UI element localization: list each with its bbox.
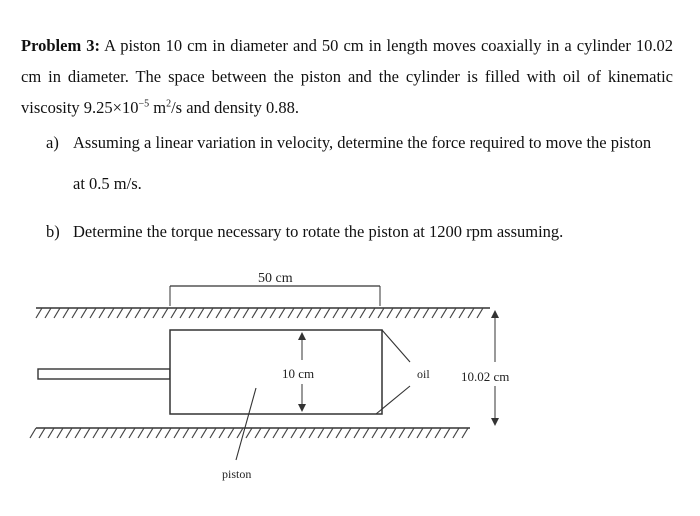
- hatch-mark: [153, 308, 159, 318]
- hatch-mark: [126, 308, 132, 318]
- piston-body: [170, 330, 382, 414]
- hatch-mark: [144, 308, 150, 318]
- hatch-mark: [273, 428, 279, 438]
- hatch-mark: [255, 428, 261, 438]
- hatch-mark: [306, 308, 312, 318]
- hatch-mark: [369, 308, 375, 318]
- hatch-mark: [378, 308, 384, 318]
- viscosity-exponent: −5: [138, 98, 150, 110]
- hatch-mark: [63, 308, 69, 318]
- hatch-mark: [351, 308, 357, 318]
- hatch-mark: [93, 428, 99, 438]
- hatch-mark: [291, 428, 297, 438]
- hatch-mark: [324, 308, 330, 318]
- hatch-mark: [180, 308, 186, 318]
- hatch-mark: [201, 428, 207, 438]
- hatch-mark: [432, 308, 438, 318]
- hatch-mark: [363, 428, 369, 438]
- hatch-mark: [45, 308, 51, 318]
- hatch-mark: [246, 428, 252, 438]
- hatch-mark: [225, 308, 231, 318]
- oil-leader-top: [382, 330, 410, 362]
- hatch-mark: [417, 428, 423, 438]
- top-wall-hatching: [36, 308, 483, 318]
- hatch-mark: [81, 308, 87, 318]
- hatch-mark: [354, 428, 360, 438]
- part-a-continuation: at 0.5 m/s.: [73, 174, 142, 193]
- hatch-mark: [84, 428, 90, 438]
- hatch-mark: [99, 308, 105, 318]
- hatch-mark: [210, 428, 216, 438]
- hatch-mark: [108, 308, 114, 318]
- hatch-mark: [72, 308, 78, 318]
- oil-label: oil: [417, 367, 430, 381]
- hatch-mark: [192, 428, 198, 438]
- hatch-mark: [174, 428, 180, 438]
- hatch-mark: [48, 428, 54, 438]
- hatch-mark: [228, 428, 234, 438]
- hatch-mark: [120, 428, 126, 438]
- hatch-mark: [117, 308, 123, 318]
- piston-cylinder-figure: [0, 262, 700, 516]
- hatch-mark: [198, 308, 204, 318]
- hatch-mark: [336, 428, 342, 438]
- hatch-mark: [477, 308, 483, 318]
- problem-text-units: m: [149, 98, 167, 117]
- hatch-mark: [414, 308, 420, 318]
- cylinder-diameter-arrowhead-down: [491, 418, 499, 426]
- hatch-mark: [243, 308, 249, 318]
- piston-rod: [38, 369, 170, 379]
- hatch-mark: [165, 428, 171, 438]
- part-b-text: Determine the torque necessary to rotate the piston at 1200 rpm assuming.: [73, 222, 564, 241]
- part-a-label: a): [46, 133, 59, 152]
- hatch-mark: [459, 308, 465, 318]
- hatch-mark: [57, 428, 63, 438]
- hatch-mark: [219, 428, 225, 438]
- hatch-mark: [450, 308, 456, 318]
- hatch-mark: [54, 308, 60, 318]
- hatch-mark: [441, 308, 447, 318]
- hatch-mark: [318, 428, 324, 438]
- hatch-mark: [111, 428, 117, 438]
- hatch-mark: [138, 428, 144, 438]
- part-b-label: b): [46, 222, 60, 241]
- hatch-mark: [183, 428, 189, 438]
- hatch-mark: [162, 308, 168, 318]
- hatch-mark: [297, 308, 303, 318]
- hatch-mark: [270, 308, 276, 318]
- hatch-mark: [399, 428, 405, 438]
- hatch-mark: [216, 308, 222, 318]
- bottom-wall-hatching: [30, 428, 468, 438]
- problem-text-part2: /s and density 0.88.: [171, 98, 299, 117]
- units-exponent: 2: [166, 98, 172, 110]
- hatch-mark: [261, 308, 267, 318]
- hatch-mark: [30, 428, 36, 438]
- hatch-mark: [300, 428, 306, 438]
- cylinder-diameter-label: 10.02 cm: [461, 369, 510, 384]
- hatch-mark: [279, 308, 285, 318]
- hatch-mark: [405, 308, 411, 318]
- hatch-mark: [360, 308, 366, 318]
- piston-diameter-label: 10 cm: [282, 366, 315, 381]
- hatch-mark: [288, 308, 294, 318]
- hatch-mark: [309, 428, 315, 438]
- hatch-mark: [207, 308, 213, 318]
- hatch-mark: [282, 428, 288, 438]
- hatch-mark: [408, 428, 414, 438]
- hatch-mark: [75, 428, 81, 438]
- hatch-mark: [39, 428, 45, 438]
- hatch-mark: [171, 308, 177, 318]
- hatch-mark: [36, 308, 42, 318]
- hatch-mark: [390, 428, 396, 438]
- hatch-mark: [435, 428, 441, 438]
- hatch-mark: [426, 428, 432, 438]
- hatch-mark: [315, 308, 321, 318]
- hatch-mark: [345, 428, 351, 438]
- hatch-mark: [264, 428, 270, 438]
- hatch-mark: [135, 308, 141, 318]
- hatch-mark: [129, 428, 135, 438]
- hatch-mark: [468, 308, 474, 318]
- hatch-mark: [453, 428, 459, 438]
- hatch-mark: [252, 308, 258, 318]
- problem-title: Problem 3:: [21, 36, 100, 55]
- hatch-mark: [396, 308, 402, 318]
- hatch-mark: [156, 428, 162, 438]
- hatch-mark: [189, 308, 195, 318]
- hatch-mark: [387, 308, 393, 318]
- hatch-mark: [444, 428, 450, 438]
- hatch-mark: [381, 428, 387, 438]
- hatch-mark: [102, 428, 108, 438]
- hatch-mark: [372, 428, 378, 438]
- hatch-mark: [333, 308, 339, 318]
- problem-text-part1: A piston 10 cm in diameter and 50 cm in length moves coaxially in a cylinder 10.02 cm in diameter. The space between the piston and the cylinder is filled with oil of kinematic viscosity 9.25×10: [21, 36, 673, 117]
- hatch-mark: [462, 428, 468, 438]
- hatch-mark: [90, 308, 96, 318]
- part-a-text: Assuming a linear variation in velocity, determine the force required to move the piston: [73, 133, 652, 152]
- piston-label: piston: [222, 467, 252, 481]
- hatch-mark: [147, 428, 153, 438]
- hatch-mark: [423, 308, 429, 318]
- hatch-mark: [234, 308, 240, 318]
- problem-statement: [21, 30, 673, 123]
- hatch-mark: [327, 428, 333, 438]
- hatch-mark: [66, 428, 72, 438]
- hatch-mark: [342, 308, 348, 318]
- cylinder-diameter-arrowhead-up: [491, 310, 499, 318]
- length-label: 50 cm: [258, 271, 293, 286]
